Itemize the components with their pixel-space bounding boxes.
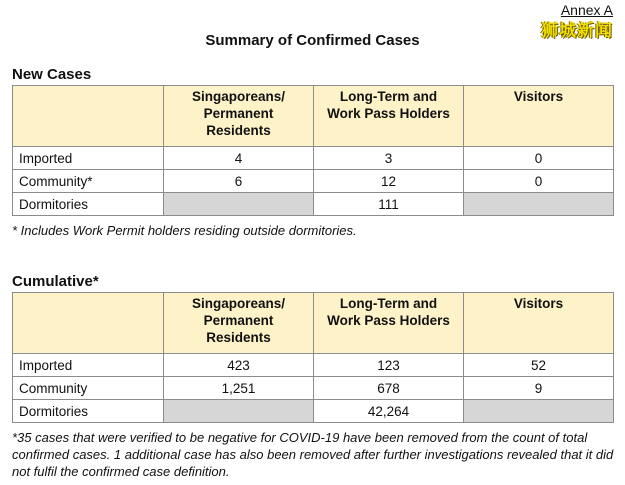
- cumulative-footnote: *35 cases that were verified to be negative for COVID-19 have been removed from the count of total confirmed cases. 1 additional case has also been removed after further investigations revealed that it did not fulfil the confirmed case definition.: [12, 430, 614, 479]
- row-label-community: Community*: [13, 170, 164, 193]
- empty-grey-cell: [164, 193, 314, 216]
- empty-grey-cell: [464, 193, 614, 216]
- cell-value: 1,251: [164, 377, 314, 400]
- new-cases-footnote: * Includes Work Permit holders residing outside dormitories.: [12, 223, 357, 238]
- table-row: [13, 400, 614, 423]
- page-title: Summary of Confirmed Cases: [205, 32, 420, 49]
- column-header-sg-pr: Singaporeans/ Permanent Residents: [164, 293, 314, 354]
- empty-grey-cell: [464, 400, 614, 423]
- cell-value: 111: [314, 193, 464, 216]
- table-row: [13, 377, 614, 400]
- header-corner-cell: [13, 293, 164, 354]
- cell-value: 423: [164, 354, 314, 377]
- table-row: [13, 193, 614, 216]
- cell-value: 42,264: [314, 400, 464, 423]
- column-header-ltwp: Long-Term and Work Pass Holders: [314, 86, 464, 147]
- cell-value: 3: [314, 147, 464, 170]
- new-cases-table: [12, 85, 614, 216]
- empty-grey-cell: [164, 400, 314, 423]
- row-label-community: Community: [13, 377, 164, 400]
- column-header-ltwp: Long-Term and Work Pass Holders: [314, 293, 464, 354]
- row-label-dormitories: Dormitories: [13, 193, 164, 216]
- row-label-dormitories: Dormitories: [13, 400, 164, 423]
- cell-value: 123: [314, 354, 464, 377]
- row-label-imported: Imported: [13, 147, 164, 170]
- column-header-sg-pr: Singaporeans/ Permanent Residents: [164, 86, 314, 147]
- annex-label: Annex A: [560, 2, 613, 18]
- cumulative-heading: Cumulative*: [12, 273, 99, 290]
- table-header-row: [13, 86, 614, 147]
- table-row: [13, 354, 614, 377]
- header-corner-cell: [13, 86, 164, 147]
- table-row: [13, 147, 614, 170]
- cell-value: 0: [464, 170, 614, 193]
- row-label-imported: Imported: [13, 354, 164, 377]
- cell-value: 12: [314, 170, 464, 193]
- column-header-visitors: Visitors: [464, 293, 614, 354]
- cell-value: 0: [464, 147, 614, 170]
- cell-value: 678: [314, 377, 464, 400]
- table-row: [13, 170, 614, 193]
- cell-value: 6: [164, 170, 314, 193]
- cumulative-table: [12, 292, 614, 423]
- column-header-visitors: Visitors: [464, 86, 614, 147]
- cell-value: 52: [464, 354, 614, 377]
- new-cases-heading: New Cases: [12, 66, 92, 83]
- table-header-row: [13, 293, 614, 354]
- watermark-logo: 狮城新闻: [541, 21, 613, 41]
- cell-value: 4: [164, 147, 314, 170]
- cell-value: 9: [464, 377, 614, 400]
